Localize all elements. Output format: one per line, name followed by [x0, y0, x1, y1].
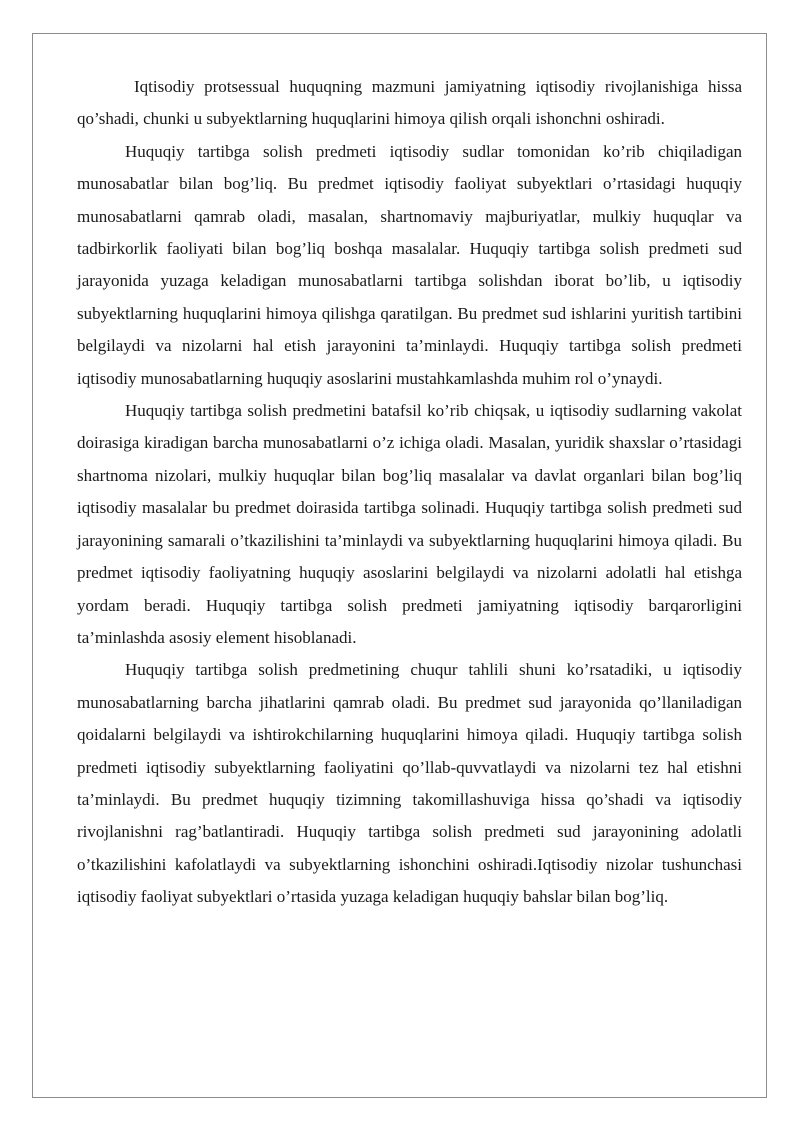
- paragraph-3: Huquqiy tartibga solish predmetini batafsil ko’rib chiqsak, u iqtisodiy sudlarning vakolat doirasiga kiradigan barcha munosabatlarni o’z ichiga oladi. Masalan, yuridik shaxslar o’rtasidagi shartnoma nizolari, mulkiy huquqlar bilan bog’liq masalalar va davlat organlari bilan bog’liq iqtisodiy masalalar bu predmet doirasida tartibga solinadi. Huquqiy tartibga solish predmeti sud jarayonining samarali o’tkazilishini ta’minlaydi va subyektlarning huquqlarini himoya qiladi. Bu predmet iqtisodiy faoliyatning huquqiy asoslarini belgilaydi va nizolarni adolatli hal etishga yordam beradi. Huquqiy tartibga solish predmeti jamiyatning iqtisodiy barqarorligini ta’minlashda asosiy element hisoblanadi.: [77, 401, 742, 647]
- paragraph-1: Iqtisodiy protsessual huquqning mazmuni jamiyatning iqtisodiy rivojlanishiga hissa qo’shadi, chunki u subyektlarning huquqlarini himoya qilish orqali ishonchni oshiradi.: [77, 77, 742, 129]
- paragraph-4: Huquqiy tartibga solish predmetining chuqur tahlili shuni ko’rsatadiki, u iqtisodiy munosabatlarning barcha jihatlarini qamrab oladi. Bu predmet sud jarayonida qo’llaniladigan qoidalarni belgilaydi va ishtirokchilarning huquqlarini himoya qiladi. Huquqiy tartibga solish predmeti iqtisodiy subyektlarning faoliyatini qo’llab-quvvatlaydi va nizolarni tez hal etishni ta’minlaydi. Bu predmet huquqiy tizimning takomillashuviga hissa qo’shadi va iqtisodiy rivojlanishni rag’batlantiradi. Huquqiy tartibga solish predmeti sud jarayonining adolatli o’tkazilishini kafolatlaydi va subyektlarning ishonchini oshiradi.Iqtisodiy nizolar tushunchasi iqtisodiy faoliyat subyektlari o’rtasida yuzaga keladigan huquqiy bahslar bilan bog’liq.: [77, 660, 742, 907]
- document-body: [77, 71, 742, 914]
- paragraph-2: Huquqiy tartibga solish predmeti iqtisodiy sudlar tomonidan ko’rib chiqiladigan munosabatlar bilan bog’liq. Bu predmet iqtisodiy faoliyat subyektlari o’rtasidagi huquqiy munosabatlarni qamrab oladi, masalan, shartnomaviy majburiyatlar, mulkiy huquqlar va tadbirkorlik faoliyati bilan bog’liq boshqa masalalar. Huquqiy tartibga solish predmeti sud jarayonida yuzaga keladigan munosabatlarni tartibga solishdan iborat bo’lib, u iqtisodiy subyektlarning huquqlarini himoya qilishga qaratilgan. Bu predmet sud ishlarini yuritish tartibini belgilaydi va nizolarni hal etish jarayonini ta’minlaydi. Huquqiy tartibga solish predmeti iqtisodiy munosabatlarning huquqiy asoslarini mustahkamlashda muhim rol o’ynaydi.: [77, 141, 742, 388]
